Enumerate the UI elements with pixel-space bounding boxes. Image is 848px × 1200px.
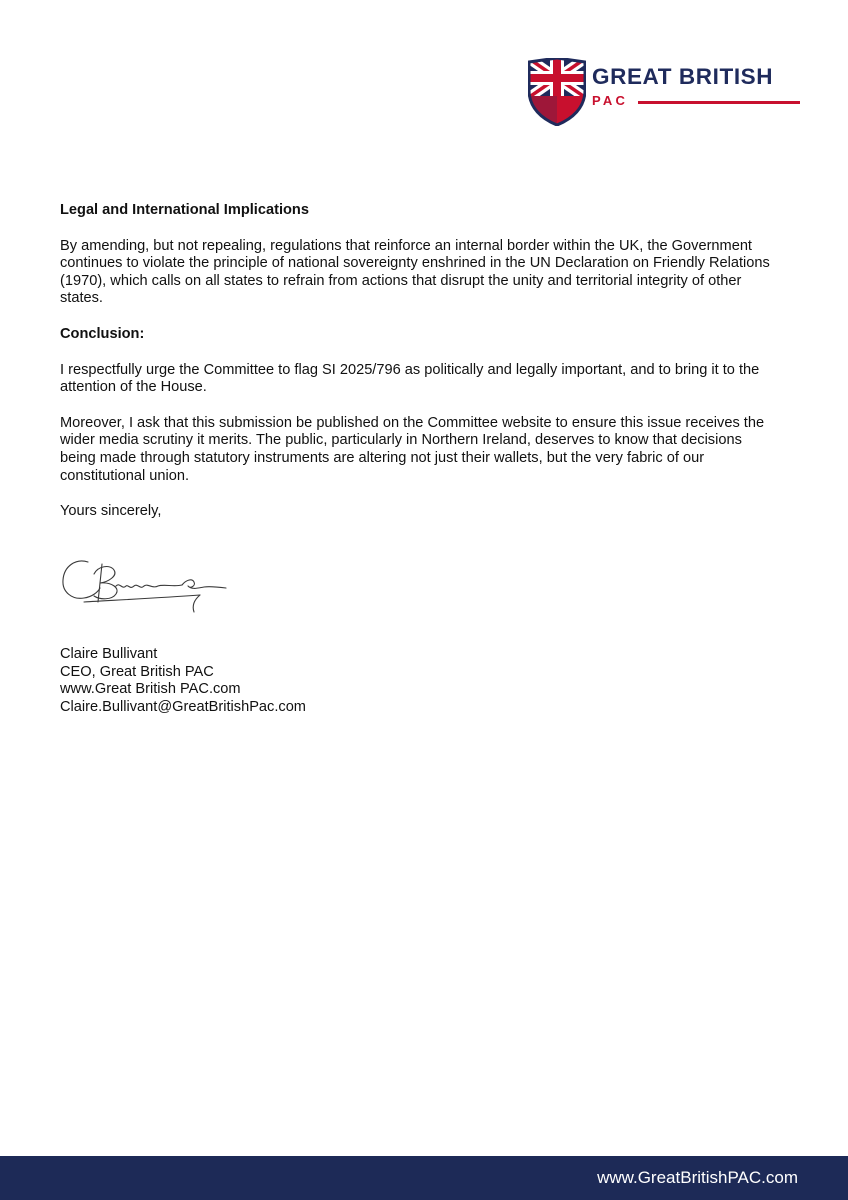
closing-salutation: Yours sincerely, xyxy=(60,503,162,520)
signatory-title: CEO, Great British PAC xyxy=(60,663,214,680)
paragraph-line: I respectfully urge the Committee to flag SI 2025/796 as politically and legally important, and to bring it to the xyxy=(60,361,760,378)
paragraph-line: attention of the House. xyxy=(60,379,207,396)
logo-red-rule xyxy=(638,101,800,104)
signatory-website: www.Great British PAC.com xyxy=(60,681,241,698)
paragraph-conclusion-1 xyxy=(60,362,800,397)
great-british-pac-logo xyxy=(528,58,808,128)
section-heading-conclusion: Conclusion: xyxy=(60,325,145,342)
paragraph-line: constitutional union. xyxy=(60,467,189,484)
letter-body xyxy=(60,202,800,521)
paragraph-legal xyxy=(60,238,800,308)
paragraph-line: states. xyxy=(60,290,103,307)
paragraph-line: Moreover, I ask that this submission be published on the Committee website to ensure this issue receives the xyxy=(60,414,765,431)
signatory-name: Claire Bullivant xyxy=(60,646,158,662)
paragraph-line: being made through statutory instruments are altering not just their wallets, but the very fabric of our xyxy=(60,449,705,466)
paragraph-conclusion-2 xyxy=(60,415,800,485)
signatory-email: Claire.Bullivant@GreatBritishPac.com xyxy=(60,698,306,715)
paragraph-line: By amending, but not repealing, regulations that reinforce an internal border within the UK, the Government xyxy=(60,237,752,254)
paragraph-line: (1970), which calls on all states to refrain from actions that disrupt the unity and territorial integrity of other xyxy=(60,272,742,289)
handwritten-signature xyxy=(58,556,248,618)
logo-brand-sub: PAC xyxy=(592,93,629,108)
footer-website-url: www.GreatBritishPAC.com xyxy=(597,1168,798,1187)
signatory-block xyxy=(60,646,306,716)
paragraph-line: continues to violate the principle of national sovereignty enshrined in the UN Declaration on Friendly Relations xyxy=(60,255,770,272)
paragraph-line: wider media scrutiny it merits. The public, particularly in Northern Ireland, deserves to know that decisions xyxy=(60,432,742,449)
footer-band xyxy=(0,1156,848,1200)
union-jack-shield-icon xyxy=(528,58,586,126)
logo-brand-name: GREAT BRITISH xyxy=(592,64,774,89)
section-heading-legal: Legal and International Implications xyxy=(60,202,309,218)
